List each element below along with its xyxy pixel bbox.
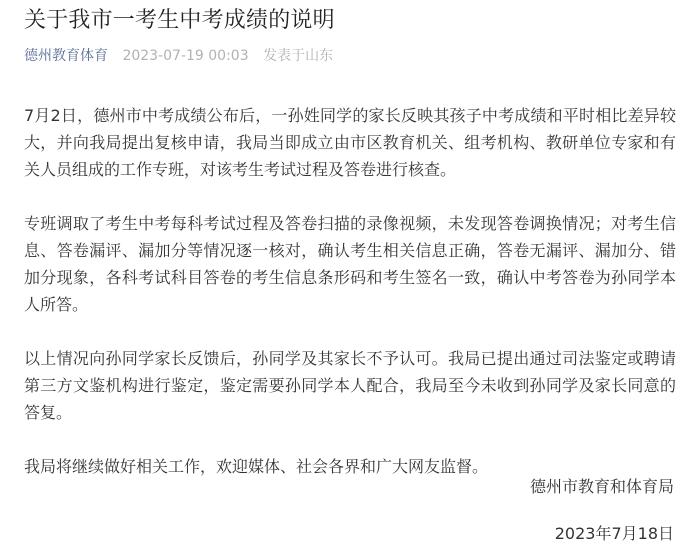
body-paragraph: 我局将继续做好相关工作，欢迎媒体、社会各界和广大网友监督。 — [24, 457, 489, 476]
body-paragraph: 以上情况向孙同学家长反馈后，孙同学及其家长不予认可。我局已提出通过司法鉴定或聘请第三方文鉴机构进行鉴定，鉴定需要孙同学本人配合，我局至今未收到孙同学及家长同意的答复。 — [24, 349, 676, 422]
article-body — [24, 102, 676, 480]
account-name-link[interactable]: 德州教育体育 — [24, 48, 108, 64]
article-meta — [24, 46, 676, 66]
signature-date: 2023年7月18日 — [554, 524, 674, 543]
body-paragraph: 专班调取了考生中考每科考试过程及答卷扫描的录像视频，未发现答卷调换情况；对考生信息、答卷漏评、漏加分等情况逐一核对，确认考生相关信息正确，答卷无漏评、漏加分、错加分现象，各科考试科目答卷的考生信息条形码和考生签名一致，确认中考答卷为孙同学本人所答。 — [24, 214, 676, 314]
publish-datetime: 2023-07-19 00:03 — [122, 48, 249, 64]
body-paragraph: 7月2日，德州市中考成绩公布后，一孙姓同学的家长反映其孩子中考成绩和平时相比差异较大，并向我局提出复核申请，我局当即成立由市区教育机关、组考机构、教研单位专家和有关人员组成的工作专班，对该考生考试过程及答卷进行核查。 — [24, 106, 676, 179]
signature-organization: 德州市教育和体育局 — [529, 477, 674, 496]
article-title: 关于我市一考生中考成绩的说明 — [24, 8, 335, 33]
publish-location: 发表于山东 — [263, 48, 334, 64]
